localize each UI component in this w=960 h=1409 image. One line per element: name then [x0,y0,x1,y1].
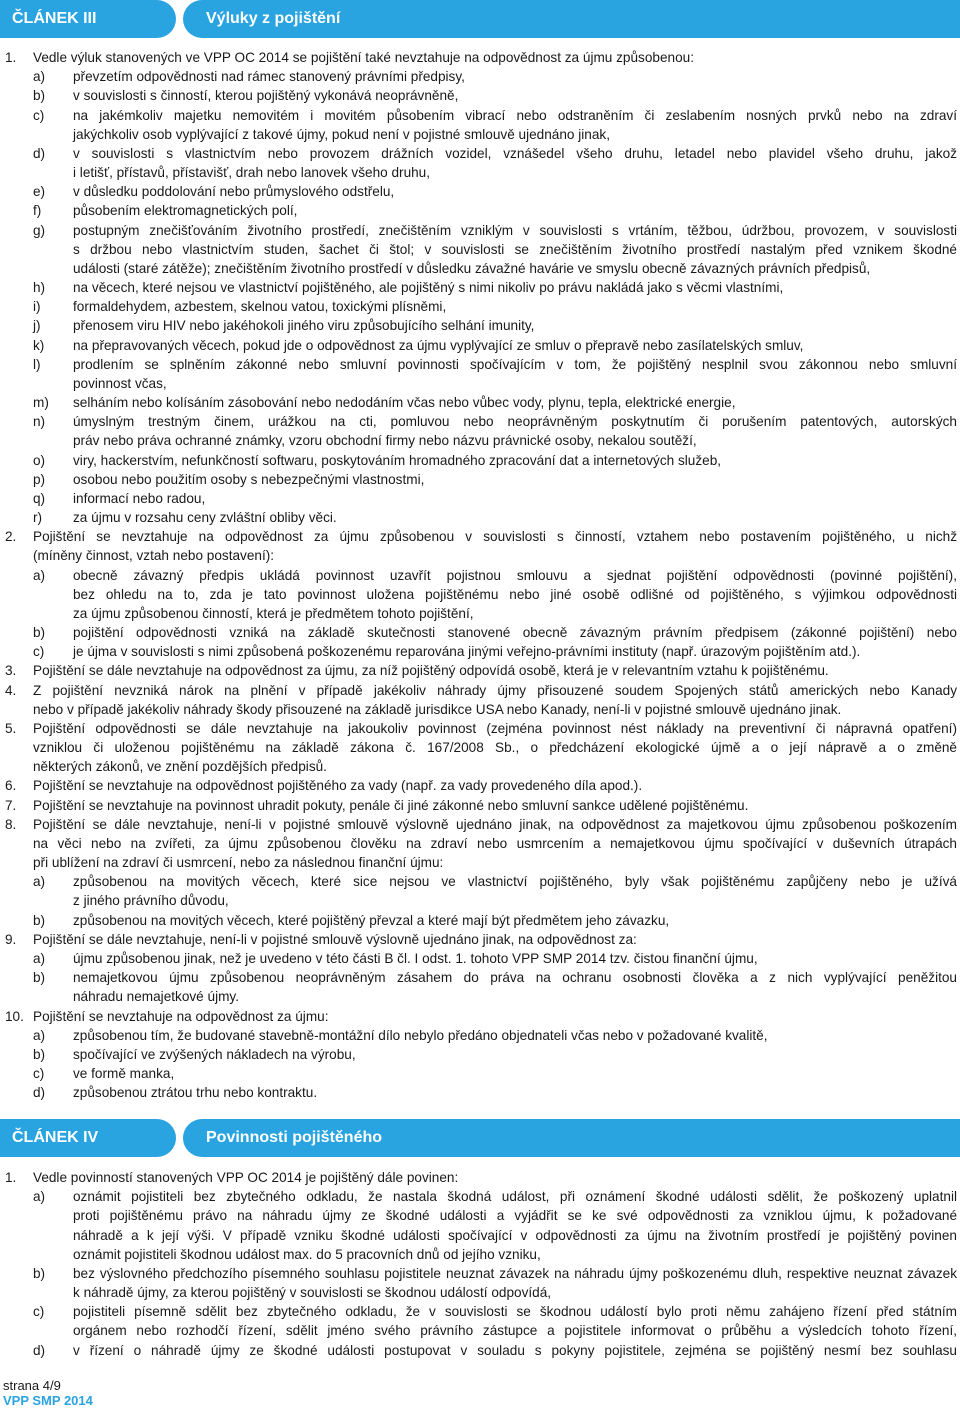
clause-number: 4. [5,682,17,698]
text-line [0,719,960,738]
text-line [0,1007,960,1026]
text-line [0,891,960,910]
line-text: náhradě a k její výši. V případě vzniku škodné události spočívající v odpovědnosti za újmu na životním prostředí je pojištěný povinen [73,1227,957,1243]
line-text: při ublížení na zdraví či usmrcení, nebo za následnou finanční újmu: [33,855,444,871]
item-letter: d) [33,145,46,161]
text-line [0,1341,960,1360]
line-text: na věci nebo na zvířeti, za újmu způsobenou člověku na zdraví nebo usmrcením a nemajetkovou újmu spočívající v duševních útrapách [33,835,957,851]
text-line [0,297,960,316]
text-line [0,182,960,201]
line-text: s držbou nebo vlastnictvím studen, šachet či štol; v souvislosti se znečištěním životního prostředí nastalým před vznikem škodné [73,241,957,257]
text-line [0,259,960,278]
line-text: způsobenou tím, že budované stavebně-montážní dílo nebylo předáno objednateli včas nebo v požadované kvalitě, [73,1027,768,1043]
item-letter: a) [33,950,46,966]
text-line [0,815,960,834]
line-text: k náhradě újmy, za kterou pojištěný v souvislosti se škodnou událostí odpovídá, [73,1285,552,1301]
item-letter: c) [33,1304,45,1320]
text-line [0,1064,960,1083]
text-line [0,106,960,125]
text-line [0,968,960,987]
item-letter: g) [33,222,46,238]
page-footer [3,1378,93,1408]
text-line [0,872,960,891]
text-line [0,661,960,680]
clause-number: 7. [5,797,17,813]
line-text: převzetím odpovědnosti nad rámec stanovený právními předpisy, [73,69,465,85]
text-line [0,738,960,757]
text-line [0,431,960,450]
line-text: za újmu způsobenou činností, která je předmětem tohoto pojištění, [73,605,474,621]
text-line [0,48,960,67]
text-line [0,834,960,853]
text-line [0,125,960,144]
text-line [0,1206,960,1225]
text-line [0,470,960,489]
clause-number: 3. [5,663,17,679]
item-letter: p) [33,471,46,487]
line-text: Pojištění se nevztahuje na odpovědnost pojištěného za vady (např. za vady provedeného díla apod.). [33,778,643,794]
text-line [0,508,960,527]
line-text: na přepravovaných věcech, pokud jde o odpovědnost za újmu vyplývající ze smluv o přepravě nebo zasílatelských smluv, [73,337,804,353]
text-line [0,489,960,508]
text-line [0,201,960,220]
item-letter: b) [33,1046,46,1062]
item-letter: r) [33,510,43,526]
text-line [0,1302,960,1321]
text-line [0,930,960,949]
text-line [0,1264,960,1283]
text-line [0,604,960,623]
line-text: je újma v souvislosti s nimi způsobená poškozenému reparována jinými veřejno-právními instituty (např. úrazovým pojištěním atd.). [73,644,861,660]
text-line [0,911,960,930]
line-text: bez výslovného předchozího písemného souhlasu pojistitele neuznat závazek na náhradu újmy poškozenému dluh, respektive neuznat závazek [73,1265,957,1281]
line-text: Pojištění se dále nevztahuje na odpovědnost za újmu, za níž pojištěný odpovídá osobě, která je v relevantním vztahu k pojištěnému. [33,663,829,679]
item-letter: a) [33,1189,46,1205]
text-line [0,642,960,661]
line-text: v řízení o náhradě újmy ze škodné události postupovat v souladu s pokyny pojistitele, zejména se pojištěný nesmí bez souhlasu [73,1342,957,1358]
line-text: Z pojištění nevzniká nárok na plnění v případě jakékoliv náhrady újmy přisouzené soudem Spojených států amerických nebo Kanady [33,682,957,698]
line-text: postupným znečišťováním životního prostředí, znečištěním vzniklým v souvislosti s vrtáním, těžbou, údržbou, provozem, v souvislosti [73,222,957,238]
line-text: oznámit pojistiteli škodnou událost max. do 5 pracovních dnů od jejího vzniku, [73,1246,541,1262]
line-text: vzniklou či uloženou pojištěnému na základě zákona č. 167/2008 Sb., o předcházení ekologické újmě a o její nápravě a o změně [33,740,957,756]
line-text: Vedle povinností stanovených VPP OC 2014 je pojištěný dále povinen: [33,1170,459,1185]
document-brand: VPP SMP 2014 [3,1393,93,1408]
line-text: způsobenou ztrátou trhu nebo kontraktu. [73,1085,318,1101]
text-line [0,336,960,355]
line-text: oznámit pojistiteli bez zbytečného odkladu, že nastala škodná událost, při oznámení škodné události sdělit, že poškozený uplatnil [73,1189,957,1205]
text-line [0,163,960,182]
clause-number: 6. [5,778,17,794]
line-text: Pojištění se dále nevztahuje, není-li v pojistné smlouvě výslovně ujednáno jinak, na odpovědnost za: [33,931,637,947]
line-text: viry, hackerstvím, nefunkčností softwaru, poskytováním hromadného zpracování dat a internetových služeb, [73,452,722,468]
article-number: ČLÁNEK IV [12,1129,99,1146]
item-letter: h) [33,280,46,296]
item-letter: m) [33,395,49,411]
line-text: za újmu v rozsahu ceny zvláštní obliby věci. [73,510,337,526]
line-text: způsobenou na movitých věcech, které sice nejsou ve vlastnictví pojištěného, byly však pojištěnému zapůjčeny nebo je užívá [73,874,957,890]
line-text: Pojištění se nevztahuje na povinnost uhradit pokuty, penále či jiné zákonné nebo smluvní sankce udělené pojištěnému. [33,797,749,813]
article-title: Výluky z pojištění [206,10,341,27]
text-line [0,566,960,585]
item-letter: e) [33,184,46,200]
item-letter: l) [33,356,41,372]
line-text: úmyslným trestným činem, urážkou na cti, pomluvou nebo neoprávněným poskytnutím či porušením patentových, autorských [73,414,957,430]
line-text: i letišť, přístavů, přístavišť, drah nebo lanovek všeho druhu, [73,165,431,181]
item-letter: a) [33,567,46,583]
text-line [0,393,960,412]
text-line [0,796,960,815]
line-text: jakýchkoliv osob vyplývající z takové újmy, pokud není v pojistné smlouvě ujednáno jinak, [73,126,610,142]
line-text: povinnost včas, [73,375,167,391]
item-letter: n) [33,414,46,430]
text-line [0,316,960,335]
line-text: v souvislosti s činností, kterou pojištěný vykonává neoprávněně, [73,88,459,104]
line-text: újmu způsobenou jinak, než je uvedeno v této části B čl. I odst. 1. tohoto VPP SMP 2014 tzv. čistou finanční újmu, [73,950,758,966]
line-text: některých zákonů, ve znění pozdějších předpisů. [33,759,327,775]
line-text: prodlením se splněním zákonné nebo smluvní povinnosti spočívajícím v tom, že pojištěný nesplnil svou zákonnou nebo smluvní [73,356,957,372]
item-letter: b) [33,970,46,986]
text-line [0,987,960,1006]
line-text: Pojištění se dále nevztahuje, není-li v pojistné smlouvě výslovně ujednáno jinak, na odpovědnost za majetkovou újmu způsobenou poškozením [33,816,957,832]
text-line [0,67,960,86]
item-letter: j) [33,318,41,334]
text-line [0,1226,960,1245]
line-text: přenosem viru HIV nebo jakéhokoli jiného viru způsobujícího selhání imunity, [73,318,535,334]
text-line [0,1168,960,1187]
text-line [0,1083,960,1102]
text-line [0,451,960,470]
line-text: selháním nebo kolísáním zásobování nebo nedodáním včas nebo vůbec vody, plynu, tepla, elektrické energie, [73,395,736,411]
text-line [0,757,960,776]
line-text: proti pojištěnému právo na náhradu újmy ze škodné události a vyjádřit se ke své odpovědnosti za vzniklou újmu, k požadované [73,1208,957,1224]
line-text: Pojištění odpovědnosti se dále nevztahuje na jakoukoliv povinnost (zejména povinnost nést náklady na preventivní či nápravná opatření) [33,720,957,736]
text-line [0,1283,960,1302]
clause-number: 8. [5,816,17,832]
clause-number: 9. [5,931,17,947]
item-letter: k) [33,337,45,353]
item-letter: b) [33,912,46,928]
line-text: v souvislosti s vlastnictvím nebo provozem drážních vozidel, vznášedel všeho druhu, letadel nebo plavidel všeho druhu, jakož [73,145,957,161]
text-line [0,1026,960,1045]
item-letter: c) [33,644,45,660]
text-line [0,527,960,546]
line-text: bez ohledu na to, zda je tato povinnost uložena pojištěnému nebo jiné osobě odlišné od pojištěného, s výjimkou odpovědnosti [73,586,957,602]
line-text: informací nebo radou, [73,490,206,506]
item-letter: b) [33,1265,46,1281]
line-text: z jiného právního důvodu, [73,893,229,909]
line-text: pojistiteli písemně sdělit bez zbytečného odkladu, že v souvislosti se škodnou událostí bylo proti němu zahájeno řízení před státním [73,1304,957,1320]
text-line [0,623,960,642]
text-line [0,1045,960,1064]
line-text: v důsledku poddolování nebo průmyslového odstřelu, [73,184,395,200]
article-header [0,0,960,38]
line-text: spočívající ve zvýšených nákladech na výrobu, [73,1046,356,1062]
text-line [0,412,960,431]
text-line [0,240,960,259]
clause-number: 1. [5,50,17,65]
line-text: (míněny činnost, vztah nebo postavení): [33,548,275,564]
item-letter: f) [33,203,42,219]
text-line [0,221,960,240]
clause-number: 1. [5,1170,17,1185]
line-text: pojištění odpovědnosti vzniká na základě skutečnosti stanovené obecně závazným právním předpisem (zákonné pojištění) nebo [73,625,957,641]
item-letter: b) [33,88,46,104]
line-text: způsobenou na movitých věcech, které pojištěný převzal a které mají být předmětem jeho závazku, [73,912,670,928]
item-letter: q) [33,490,46,506]
text-line [0,374,960,393]
item-letter: c) [33,1066,45,1081]
text-line [0,144,960,163]
item-letter: a) [33,874,46,890]
text-line [0,278,960,297]
page-number: strana 4/9 [3,1378,61,1393]
line-text: nemajetkovou újmu způsobenou neoprávněným zásahem do práva na ochranu osobnosti člověka a z nich vyplývající peněžitou [73,970,957,986]
clause-number: 2. [5,529,17,545]
line-text: Vedle výluk stanovených ve VPP OC 2014 se pojištění také nevztahuje na odpovědnost za újmu způsobenou: [33,50,694,65]
line-text: formaldehydem, azbestem, skelnou vatou, toxickými plísněmi, [73,299,447,315]
text-line [0,86,960,105]
item-letter: d) [33,1085,46,1101]
text-line [0,1187,960,1206]
text-line [0,681,960,700]
text-line [0,949,960,968]
text-line [0,853,960,872]
item-letter: o) [33,452,46,468]
line-text: na věcech, které nejsou ve vlastnictví pojištěného, ale pojištěný s nimi nikoliv po právu nakládá jako s věcmi vlastními, [73,280,784,296]
line-text: obecně závazný předpis ukládá povinnost uzavřít pojistnou smlouvu a sjednat pojištění odpovědnosti (povinné pojištění), [73,567,957,583]
line-text: ve formě manka, [73,1066,175,1081]
clause-number: 10. [5,1008,24,1024]
item-letter: i) [33,299,41,315]
text-line [0,1245,960,1264]
line-text: Pojištění se nevztahuje na odpovědnost za újmu způsobenou v souvislosti s činností, vztahem nebo postavením pojištěného, u nichž [33,529,957,545]
line-text: osobou nebo použitím osoby s nebezpečnými vlastnostmi, [73,471,425,487]
line-text: události (staré zátěže); znečištěním životního prostředí v důsledku závažné havárie ve smyslu obecně závazných právních předpisů, [73,260,871,276]
item-letter: b) [33,625,46,641]
line-text: práv nebo práva ochranné známky, vzoru obchodní firmy nebo názvu právnické osoby, nekalou soutěží, [73,433,697,449]
line-text: nebo v případě jakékoliv náhrady škody přisouzené na základě jurisdikce USA nebo Kanady, není-li v pojistné smlouvě ujednáno jinak. [33,701,842,717]
line-text: Pojištění se nevztahuje na odpovědnost za újmu: [33,1008,329,1024]
text-line [0,700,960,719]
item-letter: d) [33,1342,46,1358]
text-line [0,1321,960,1340]
text-line [0,546,960,565]
line-text: náhradu nemajetkové újmy. [73,989,239,1005]
item-letter: a) [33,69,46,85]
line-text: působením elektromagnetických polí, [73,203,298,219]
clause-number: 5. [5,720,17,736]
text-line [0,585,960,604]
article-number: ČLÁNEK III [12,10,97,27]
item-letter: a) [33,1027,46,1043]
line-text: na jakémkoliv majetku nemovitém i movitém působením vibrací nebo odstraněním či zeslabením nosných prvků nebo na zdraví [73,107,957,123]
line-text: orgánem nebo rozhodčí řízení, sdělit jméno svého právního zástupce a pojistitele informovat o průběhu a výsledcích tohoto řízení, [73,1323,957,1339]
article-header [0,1119,960,1157]
item-letter: c) [33,107,45,123]
article-title: Povinnosti pojištěného [206,1129,383,1146]
text-line [0,776,960,795]
text-line [0,355,960,374]
